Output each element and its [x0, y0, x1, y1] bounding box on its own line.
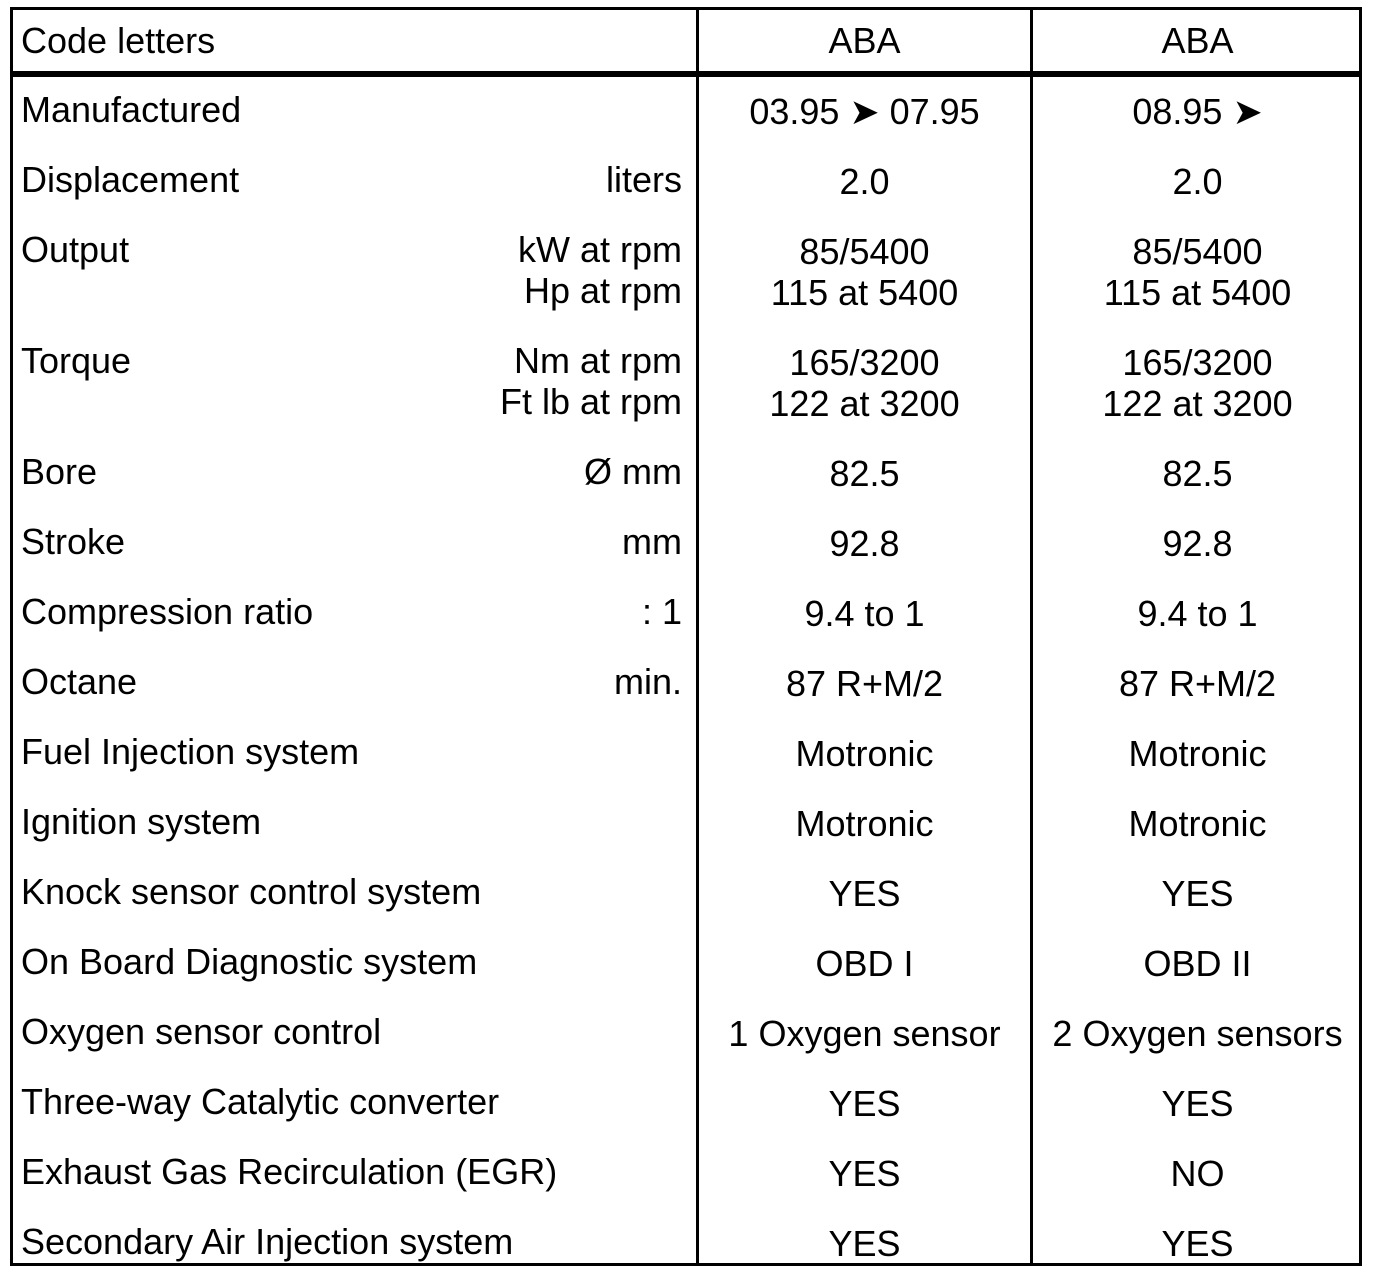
row-value-col1-line2: 122 at 3200	[769, 383, 960, 424]
row-label: Oxygen sensor control	[21, 1011, 382, 1052]
row-value-col1: 03.95 ➤ 07.95	[749, 91, 980, 132]
row-label: Secondary Air Injection system	[21, 1221, 514, 1262]
row-label: Fuel Injection system	[21, 731, 360, 772]
row-value-col2-line1: 165/3200	[1122, 342, 1273, 383]
row-value-col2	[1033, 342, 1362, 424]
row-value-col1: 92.8	[829, 523, 900, 564]
row-value-col2: Motronic	[1128, 803, 1267, 844]
row-value-col1-line1: 165/3200	[789, 342, 940, 383]
row-oxygen-sensor	[13, 999, 1359, 1069]
row-label: Bore	[21, 451, 98, 492]
row-label: Ignition system	[21, 801, 262, 842]
row-value-col2: 9.4 to 1	[1137, 593, 1258, 634]
row-bore	[13, 439, 1359, 509]
row-value-col2: 2.0	[1172, 161, 1223, 202]
row-value-col1: 2.0	[839, 161, 890, 202]
row-value-col1-line1: 85/5400	[799, 231, 930, 272]
row-label: Stroke	[21, 521, 126, 562]
row-value-col1: 87 R+M/2	[785, 663, 944, 704]
row-value-col1: YES	[828, 1083, 901, 1124]
row-value-col2	[1033, 231, 1362, 313]
row-stroke	[13, 509, 1359, 579]
row-value-col1: Motronic	[795, 733, 934, 774]
row-label: Torque	[21, 340, 132, 381]
row-value-col1-line2: 115 at 5400	[770, 272, 959, 313]
row-torque	[13, 328, 1359, 439]
row-value-col2: YES	[1161, 1083, 1234, 1124]
row-unit: min.	[613, 661, 682, 702]
row-unit: : 1	[641, 591, 682, 632]
row-value-col2: 2 Oxygen sensors	[1052, 1013, 1343, 1054]
row-value-col1: YES	[828, 1153, 901, 1194]
row-unit-line1: kW at rpm	[517, 229, 682, 270]
engine-spec-table	[10, 7, 1362, 1266]
row-catalytic-converter	[13, 1069, 1359, 1139]
row-value-col2: 87 R+M/2	[1118, 663, 1277, 704]
row-value-col1: YES	[828, 1223, 901, 1264]
row-value-col1: YES	[828, 873, 901, 914]
row-value-col2: OBD II	[1143, 943, 1252, 984]
spec-rows	[13, 77, 1359, 1279]
row-unit: liters	[605, 159, 682, 200]
row-value-col2: 92.8	[1162, 523, 1233, 564]
row-value-col2: 08.95 ➤	[1132, 91, 1263, 132]
row-value-col2: Motronic	[1128, 733, 1267, 774]
row-value-col1	[699, 231, 1030, 313]
row-label: Displacement	[21, 159, 240, 200]
row-unit-line2: Hp at rpm	[523, 270, 682, 311]
row-value-col2: YES	[1161, 1223, 1234, 1264]
row-octane	[13, 649, 1359, 719]
row-label: Octane	[21, 661, 138, 702]
row-label: Exhaust Gas Recirculation (EGR)	[21, 1151, 558, 1192]
row-value-col1	[699, 342, 1030, 424]
row-unit	[518, 229, 682, 311]
row-unit: Ø mm	[584, 451, 682, 492]
row-label: Knock sensor control system	[21, 871, 482, 912]
row-unit: mm	[622, 521, 682, 562]
row-value-col2-line2: 115 at 5400	[1103, 272, 1292, 313]
row-obd	[13, 929, 1359, 999]
row-value-col2: YES	[1161, 873, 1234, 914]
row-value-col2-line1: 85/5400	[1132, 231, 1263, 272]
row-output	[13, 217, 1359, 328]
header-code-letters: Code letters	[21, 20, 216, 61]
row-label: Compression ratio	[21, 591, 314, 632]
row-manufactured	[13, 77, 1359, 147]
row-value-col2-line2: 122 at 3200	[1102, 383, 1293, 424]
row-value-col2: NO	[1170, 1153, 1225, 1194]
header-col2-code: ABA	[1161, 20, 1234, 61]
row-secondary-air	[13, 1209, 1359, 1279]
row-value-col1: 9.4 to 1	[804, 593, 925, 634]
row-egr	[13, 1139, 1359, 1209]
row-unit-line1: Nm at rpm	[513, 340, 682, 381]
row-label: Output	[21, 229, 130, 270]
row-unit-line2: Ft lb at rpm	[499, 381, 682, 422]
row-knock-sensor	[13, 859, 1359, 929]
row-label: Three-way Catalytic converter	[21, 1081, 500, 1122]
row-ignition	[13, 789, 1359, 859]
row-value-col1: OBD I	[815, 943, 914, 984]
row-value-col2: 82.5	[1162, 453, 1233, 494]
row-value-col1: 82.5	[829, 453, 900, 494]
row-value-col1: 1 Oxygen sensor	[728, 1013, 1001, 1054]
row-label: Manufactured	[21, 89, 242, 130]
row-compression-ratio	[13, 579, 1359, 649]
row-unit	[500, 340, 682, 422]
row-label: On Board Diagnostic system	[21, 941, 478, 982]
row-displacement	[13, 147, 1359, 217]
header-col1-code: ABA	[828, 20, 901, 61]
row-fuel-injection	[13, 719, 1359, 789]
row-value-col1: Motronic	[795, 803, 934, 844]
